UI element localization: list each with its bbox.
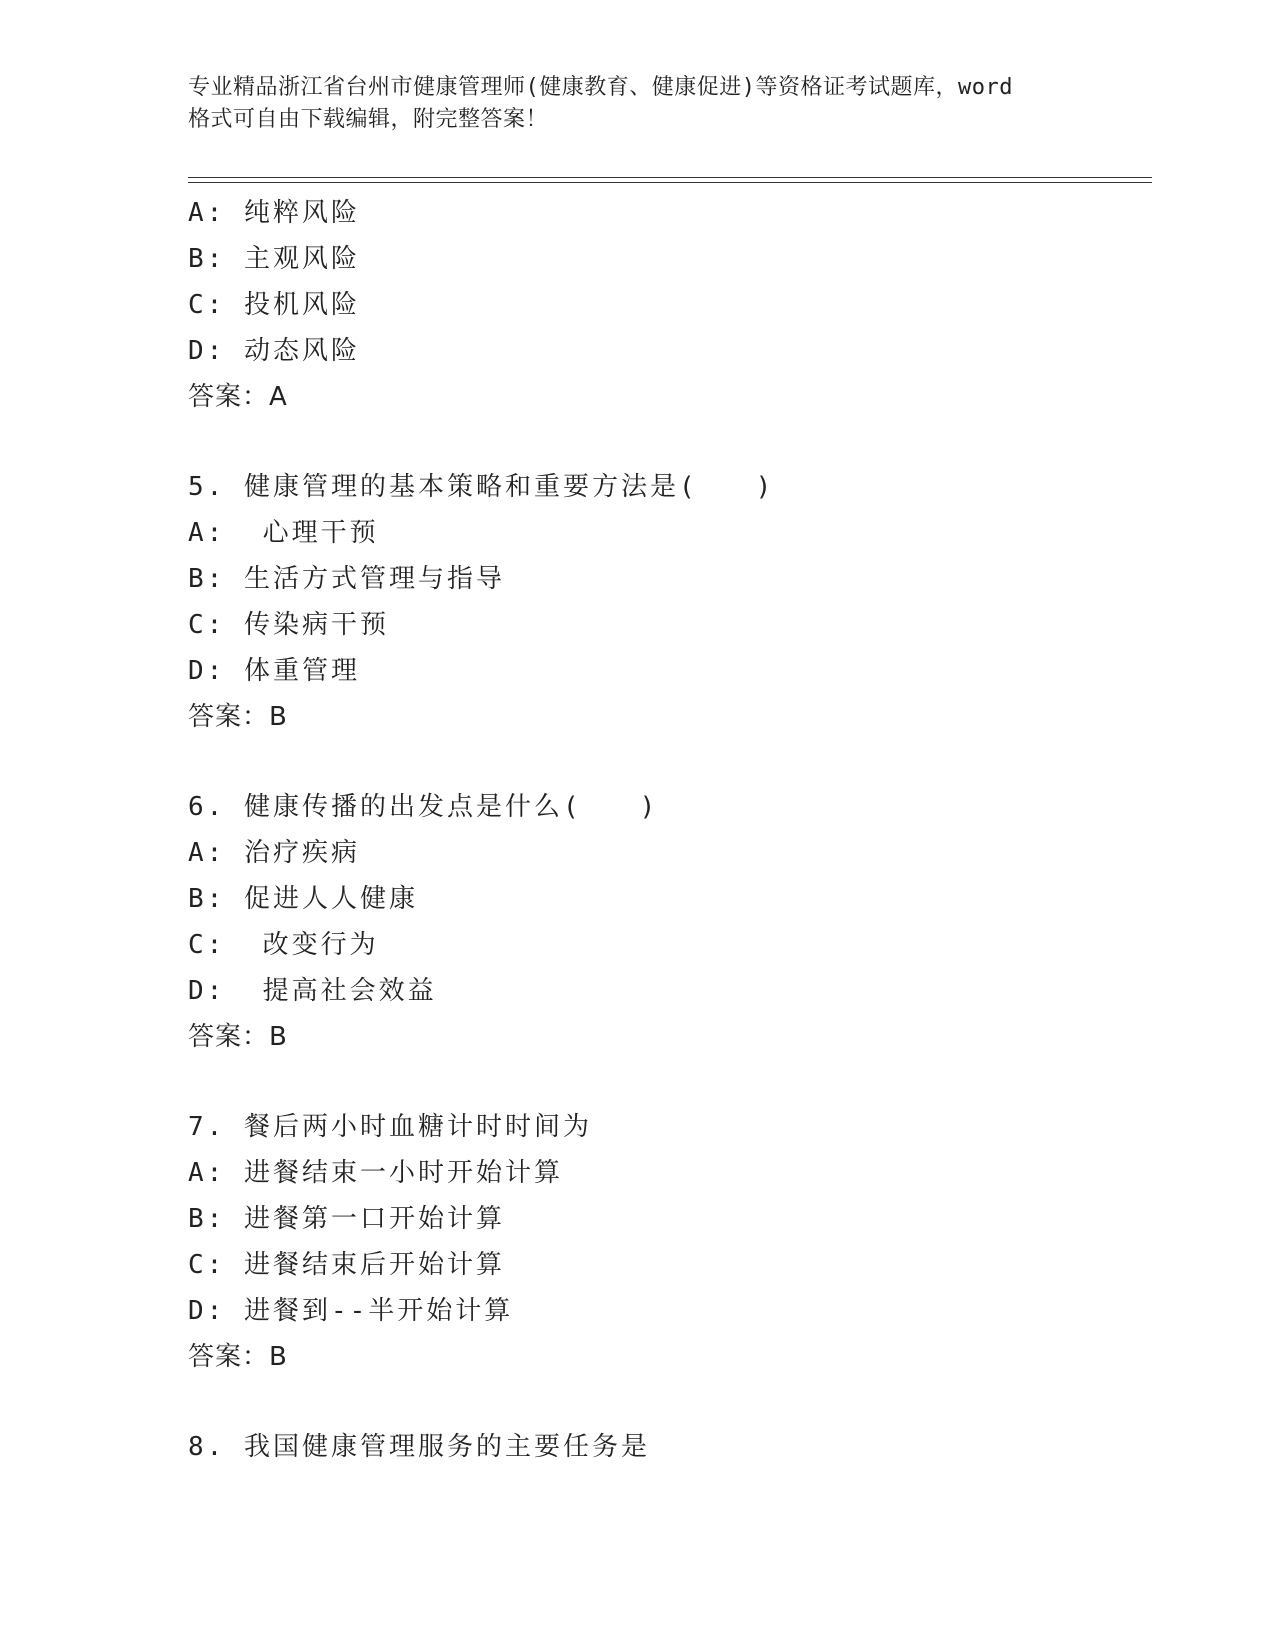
question-text: 6. 健康传播的出发点是什么( ) — [188, 792, 659, 822]
option-a: A: 心理干预 — [188, 518, 379, 548]
option-b: B: 生活方式管理与指导 — [188, 564, 505, 594]
header-line-2: 格式可自由下载编辑，附完整答案！ — [188, 107, 549, 132]
option-a: A: 纯粹风险 — [188, 198, 360, 228]
answer-line: 答案：B — [188, 1342, 288, 1372]
option-d: D: 体重管理 — [188, 656, 360, 686]
option-b: B: 进餐第一口开始计算 — [188, 1204, 505, 1234]
question-text: 8. 我国健康管理服务的主要任务是 — [188, 1432, 650, 1462]
header-line-1: 专业精品浙江省台州市健康管理师(健康教育、健康促进)等资格证考试题库，word — [188, 75, 1013, 100]
document-header — [188, 72, 1088, 136]
option-a: A: 治疗疾病 — [188, 838, 360, 868]
option-d: D: 提高社会效益 — [188, 976, 437, 1006]
answer-line: 答案：A — [188, 382, 288, 412]
option-d: D: 动态风险 — [188, 336, 360, 366]
question-text: 5. 健康管理的基本策略和重要方法是( ) — [188, 472, 775, 502]
option-c: C: 改变行为 — [188, 930, 379, 960]
option-a: A: 进餐结束一小时开始计算 — [188, 1158, 563, 1188]
question-block-8 — [188, 1424, 1148, 1470]
question-block-4 — [188, 190, 1148, 420]
option-c: C: 投机风险 — [188, 290, 360, 320]
option-b: B: 主观风险 — [188, 244, 360, 274]
question-block-7 — [188, 1104, 1148, 1380]
option-c: C: 进餐结束后开始计算 — [188, 1250, 505, 1280]
question-list — [188, 190, 1148, 1470]
header-divider-top — [188, 177, 1152, 178]
option-d: D: 进餐到--半开始计算 — [188, 1296, 514, 1326]
header-divider-bottom — [188, 182, 1152, 183]
option-c: C: 传染病干预 — [188, 610, 389, 640]
question-block-6 — [188, 784, 1148, 1060]
answer-line: 答案：B — [188, 702, 288, 732]
question-block-5 — [188, 464, 1148, 740]
question-text: 7. 餐后两小时血糖计时时间为 — [188, 1112, 592, 1142]
answer-line: 答案：B — [188, 1022, 288, 1052]
option-b: B: 促进人人健康 — [188, 884, 418, 914]
